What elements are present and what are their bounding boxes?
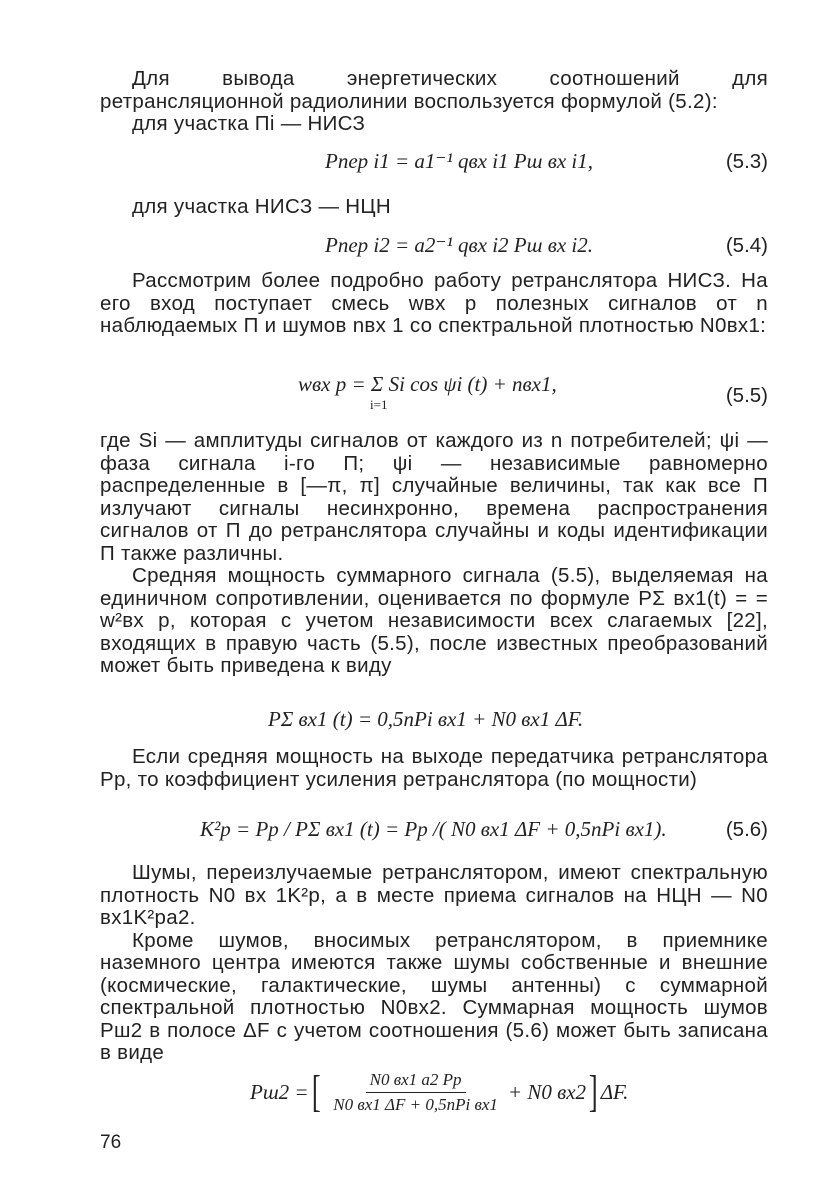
formula-mean-power [268, 704, 583, 734]
paragraph-gain: Если средняя мощность на выходе передатчика ретранслятора Pр, то коэффициент усиления ретранслятора (по мощности) [100, 745, 768, 791]
paragraph-segment-1: для участка Пi — НИСЗ [132, 112, 366, 135]
text-block-6 [100, 862, 768, 1065]
formula-5-3-body: Pпер i1 = a1⁻¹ qвх i1 Pш вх i1, [325, 148, 594, 173]
page-number: 76 [100, 1132, 122, 1153]
fraction-numerator: N0 вх1 a2 Pр [366, 1070, 466, 1093]
text-block-5 [100, 746, 768, 791]
formula-5-5-body: wвх р = Σ Si cos ψi (t) + nвх1, [298, 372, 557, 396]
formula-5-6 [200, 814, 667, 844]
paragraph-segment-2: для участка НИСЗ — НЦН [132, 195, 391, 218]
fraction-denominator: N0 вх1 ΔF + 0,5nPi вх1 [333, 1094, 498, 1114]
formula-5-6-body: K²р = Pр / PΣ вх1 (t) = Pр /( N0 вх1 ΔF + 0,5nPi вх1). [200, 816, 667, 841]
equation-number-5-5: (5.5) [725, 384, 768, 407]
equation-number-5-4: (5.4) [725, 234, 768, 257]
text-block-1 [100, 68, 768, 136]
formula-5-5 [298, 372, 557, 422]
paragraph-retranslator: Рассмотрим более подробно работу ретранслятора НИСЗ. На его вход поступает смесь wвх р полезных сигналов от n наблюдаемых П и шумов nвх 1 со спектральной плотностью N0вх1: [100, 269, 768, 337]
paragraph-noise-reemitted: Шумы, переизлучаемые ретранслятором, имеют спектральную плотность N0 вх 1K²р, а в месте приема сигналов на НЦН — N0 вх1K²рa2. [100, 861, 768, 929]
formula-mean-power-body: PΣ вх1 (t) = 0,5nPi вх1 + N0 вх1 ΔF. [268, 706, 584, 731]
left-bracket: [ [311, 1067, 321, 1116]
fraction [329, 1070, 502, 1115]
sum-limits: i=1 [370, 397, 388, 412]
formula-noise-lhs: Pш2 = [250, 1079, 309, 1104]
text-block-2 [100, 196, 768, 219]
paragraph-intro: Для вывода энергетических соотношений для ретрансляционной радиолинии воспользуется формулой (5.2): [100, 67, 768, 113]
equation-number-5-3: (5.3) [725, 150, 768, 173]
formula-5-4 [325, 230, 593, 260]
formula-noise-tail: + N0 вх2 [507, 1079, 587, 1104]
paragraph-noise-total: Кроме шумов, вносимых ретранслятором, в приемнике наземного центра имеются также шумы собственные и внешние (космические, галактические, шумы антенны) с суммарной спектральной плотностью N0вх2. Суммарная мощность шумов Pш2 в полосе ΔF с учетом соотношения (5.6) может быть записана в виде [100, 928, 768, 1064]
formula-noise-end: ΔF. [600, 1079, 629, 1104]
formula-5-3 [325, 146, 593, 176]
formula-noise-power [250, 1064, 628, 1120]
equation-number-5-6: (5.6) [725, 818, 768, 841]
paragraph-where: где Si — амплитуды сигналов от каждого из n потребителей; ψi — фаза сигнала i-го П; ψi — независимые равномерно распределенные в [—π, π] случайные величины, так как все П излучают сигналы несинхронно, времена распространения сигналов от П до ретранслятора случайны и коды идентификации П также различны. [100, 429, 768, 565]
text-block-4 [100, 430, 768, 678]
text-block-3 [100, 270, 768, 338]
right-bracket: ] [588, 1067, 598, 1116]
formula-5-4-body: Pпер i2 = a2⁻¹ qвх i2 Pш вх i2. [325, 232, 594, 257]
paragraph-mean-power: Средняя мощность суммарного сигнала (5.5), выделяемая на единичном сопротивлении, оценивается по формуле PΣ вх1(t) = = w²вх р, которая с учетом независимости всех слагаемых [22], входящих в правую часть (5.5), после известных преобразований может быть приведена к виду [100, 564, 768, 677]
